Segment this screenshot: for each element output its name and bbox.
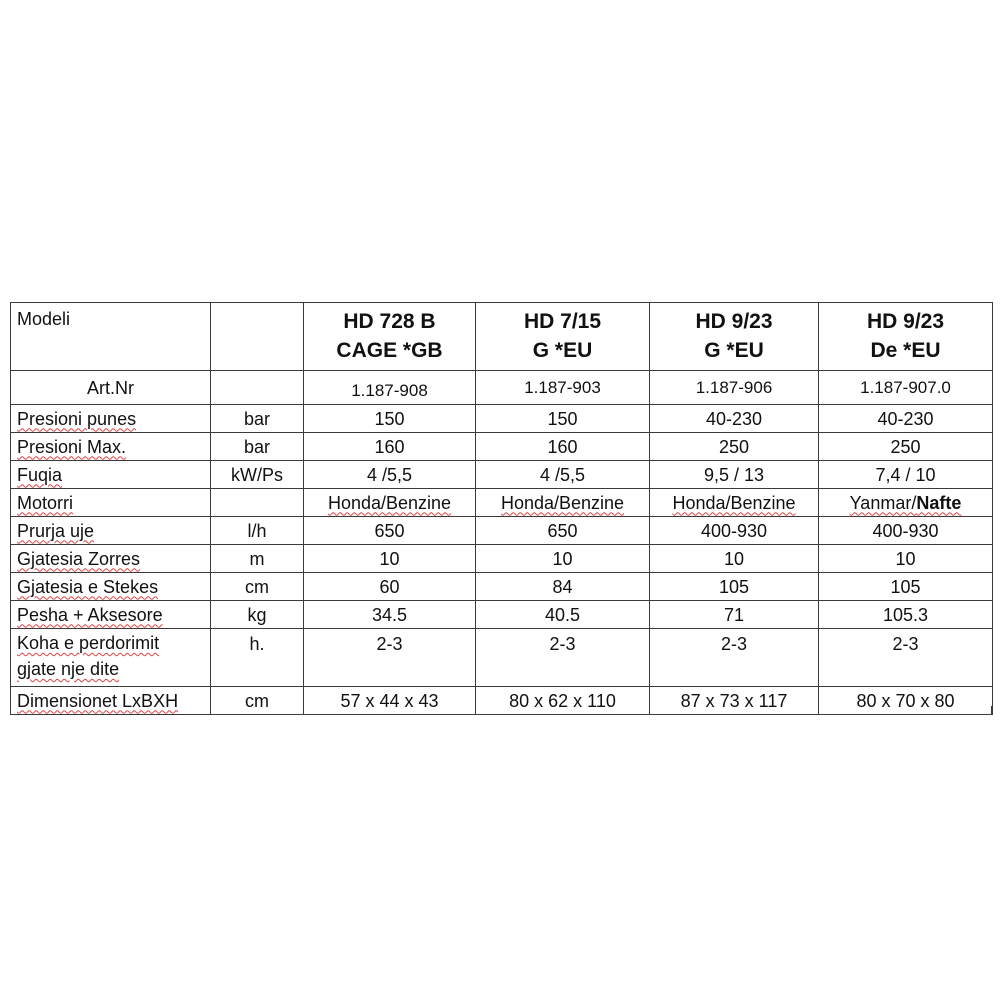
cell-value: 10 xyxy=(304,545,476,573)
cell-value: 400-930 xyxy=(819,517,993,545)
model-name-line2: G *EU xyxy=(704,339,764,362)
table-row xyxy=(11,629,993,687)
row-label-text: Presioni punes xyxy=(17,408,137,429)
cell-value: 105.3 xyxy=(819,601,993,629)
cell-value-text xyxy=(850,493,962,513)
row-label: Art.Nr xyxy=(11,371,211,405)
header-label: Modeli xyxy=(11,303,211,371)
cell-value: 1.187-908 xyxy=(304,371,476,405)
cell-value xyxy=(476,489,650,517)
row-label-text: Pesha + Aksesore xyxy=(17,604,163,625)
cell-value: 2-3 xyxy=(476,629,650,687)
cell-value: 10 xyxy=(819,545,993,573)
table-row xyxy=(11,405,993,433)
model-name-line2: CAGE *GB xyxy=(336,339,443,362)
model-name-line2: G *EU xyxy=(532,339,593,362)
cell-value: 650 xyxy=(304,517,476,545)
cell-value: 10 xyxy=(476,545,650,573)
table-row xyxy=(11,461,993,489)
cell-value: 40-230 xyxy=(650,405,819,433)
table-row xyxy=(11,601,993,629)
row-label xyxy=(11,461,211,489)
cell-value xyxy=(819,489,993,517)
table-row xyxy=(11,687,993,715)
cell-value: 1.187-903 xyxy=(476,371,650,405)
cell-value: 34.5 xyxy=(304,601,476,629)
cell-value: 40-230 xyxy=(819,405,993,433)
cell-value: 87 x 73 x 117 xyxy=(650,687,819,715)
header-unit-cell xyxy=(211,303,304,371)
row-label xyxy=(11,545,211,573)
row-unit: kg xyxy=(211,601,304,629)
model-header xyxy=(476,303,650,371)
cell-value-text: Honda/Benzine xyxy=(327,492,452,513)
cell-value-text: Honda/Benzine xyxy=(672,492,796,513)
cell-value: 7,4 / 10 xyxy=(819,461,993,489)
cell-value: 2-3 xyxy=(650,629,819,687)
cell-value: 1.187-906 xyxy=(650,371,819,405)
cell-value-text: Honda/Benzine xyxy=(500,492,625,513)
table-row xyxy=(11,433,993,461)
row-label xyxy=(11,433,211,461)
table-row xyxy=(11,371,993,405)
cell-value: 10 xyxy=(650,545,819,573)
row-label xyxy=(11,601,211,629)
table-row xyxy=(11,489,993,517)
row-label xyxy=(11,687,211,715)
cell-value xyxy=(304,489,476,517)
cell-value xyxy=(650,489,819,517)
row-label xyxy=(11,517,211,545)
table-edge-line xyxy=(303,706,304,714)
row-unit: bar xyxy=(211,433,304,461)
cell-value: 4 /5,5 xyxy=(304,461,476,489)
model-name-line1: HD 9/23 xyxy=(695,310,773,333)
row-label xyxy=(11,405,211,433)
cell-value: 250 xyxy=(819,433,993,461)
row-label-line2: gjate nje dite xyxy=(17,659,120,679)
cell-value: 80 x 62 x 110 xyxy=(476,687,650,715)
row-label-text: Motorri xyxy=(17,492,74,513)
cell-value: 80 x 70 x 80 xyxy=(819,687,993,715)
cell-value: 9,5 / 13 xyxy=(650,461,819,489)
row-label-text: Fuqia xyxy=(17,464,63,485)
row-label xyxy=(11,573,211,601)
table-edge-line xyxy=(10,706,11,714)
cell-value: 4 /5,5 xyxy=(476,461,650,489)
model-header xyxy=(650,303,819,371)
table-edge-line xyxy=(210,706,211,714)
row-unit xyxy=(211,371,304,405)
row-unit: h. xyxy=(211,629,304,687)
row-label-line1: Koha e perdorimit xyxy=(17,633,160,653)
model-name-line1: HD 7/15 xyxy=(523,310,602,333)
model-name-line2: De *EU xyxy=(870,339,941,362)
row-unit: cm xyxy=(211,687,304,715)
model-header xyxy=(819,303,993,371)
row-unit: m xyxy=(211,545,304,573)
row-unit: kW/Ps xyxy=(211,461,304,489)
row-unit: bar xyxy=(211,405,304,433)
table-row xyxy=(11,517,993,545)
model-header xyxy=(304,303,476,371)
table-edge-line xyxy=(475,706,476,714)
row-label-text: Dimensionet LxBXH xyxy=(17,690,179,711)
table-edge-line xyxy=(991,706,992,714)
cell-value: 400-930 xyxy=(650,517,819,545)
model-name-line1: HD 728 B xyxy=(343,310,436,333)
cell-value: 2-3 xyxy=(819,629,993,687)
cell-value: 71 xyxy=(650,601,819,629)
row-unit: cm xyxy=(211,573,304,601)
spec-table xyxy=(10,302,993,715)
row-label-text: Gjatesia e Stekes xyxy=(17,576,159,597)
cell-value: 160 xyxy=(304,433,476,461)
cell-value: 1.187-907.0 xyxy=(819,371,993,405)
table-row xyxy=(11,545,993,573)
cell-value: 150 xyxy=(304,405,476,433)
cell-value: 60 xyxy=(304,573,476,601)
cell-value: 250 xyxy=(650,433,819,461)
cell-value: 160 xyxy=(476,433,650,461)
table-edge-line xyxy=(818,706,819,714)
table-edge-line xyxy=(649,706,650,714)
row-label-text: Presioni Max. xyxy=(17,436,127,457)
row-label xyxy=(11,629,211,687)
row-unit: l/h xyxy=(211,517,304,545)
cell-value: 57 x 44 x 43 xyxy=(304,687,476,715)
cell-value: 84 xyxy=(476,573,650,601)
row-unit xyxy=(211,489,304,517)
model-name-line1: HD 9/23 xyxy=(866,310,945,333)
cell-value: 2-3 xyxy=(304,629,476,687)
cell-value: 105 xyxy=(819,573,993,601)
header-row xyxy=(11,303,993,371)
cell-value: 650 xyxy=(476,517,650,545)
table-row xyxy=(11,573,993,601)
row-label xyxy=(11,489,211,517)
cell-value: 40.5 xyxy=(476,601,650,629)
engine-brand: Yanmar/ xyxy=(849,492,917,513)
fuel-type: Nafte xyxy=(916,492,962,513)
cell-value: 150 xyxy=(476,405,650,433)
row-label-text: Prurja uje xyxy=(17,520,95,541)
row-label-text: Gjatesia Zorres xyxy=(17,548,141,569)
cell-value: 105 xyxy=(650,573,819,601)
